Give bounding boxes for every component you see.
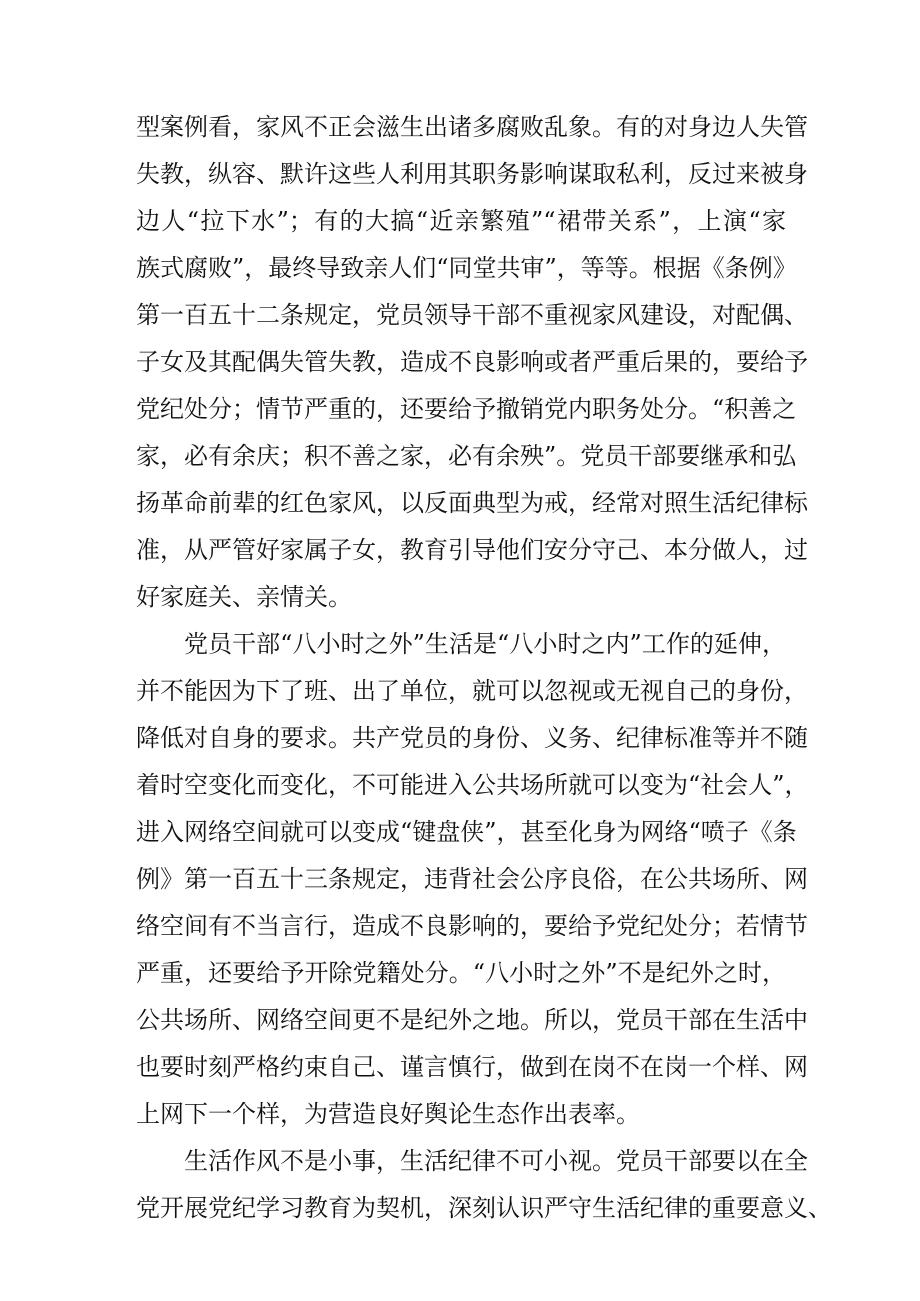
- text-line: 也要时刻严格约束自己、谨言慎行，做到在岗不在岗一个样、网: [136, 1053, 808, 1081]
- text-line: 好家庭关、亲情关。: [136, 583, 352, 611]
- text-line: 着时空变化而变化，不可能进入公共场所就可以变为“社会人”，: [136, 771, 809, 799]
- text-line: 家，必有余庆；积不善之家，必有余殃”。党员干部要继承和弘: [136, 442, 797, 470]
- text-line: 子女及其配偶失管失教，造成不良影响或者严重后果的，要给予: [136, 348, 808, 376]
- text-line: 边人“拉下水”；有的大搞“近亲繁殖”“裙带关系”，上演“家: [136, 207, 786, 235]
- text-line: 严重，还要给予开除党籍处分。“八小时之外”不是纪外之时，: [136, 959, 786, 987]
- text-line: 失教，纵容、默许这些人利用其职务影响谋取私利，反过来被身: [136, 160, 808, 188]
- paragraph-lifestyle-discipline: [136, 1138, 832, 1232]
- text-line: 公共场所、网络空间更不是纪外之地。所以，党员干部在生活中: [136, 1006, 808, 1034]
- paragraph-eight-hours: [136, 621, 809, 1138]
- text-line: 扬革命前辈的红色家风，以反面典型为戒，经常对照生活纪律标: [136, 489, 808, 517]
- text-line: 例》第一百五十三条规定，违背社会公序良俗，在公共场所、网: [136, 865, 808, 893]
- text-line: 党员干部“八小时之外”生活是“八小时之内”工作的延伸，: [184, 630, 786, 658]
- text-line: 进入网络空间就可以变成“键盘侠”，甚至化身为网络“喷子《条: [136, 818, 797, 846]
- text-line: 党纪处分；情节严重的，还要给予撤销党内职务处分。“积善之: [136, 395, 797, 423]
- text-line: 型案例看，家风不正会滋生出诸多腐败乱象。有的对身边人失管: [136, 113, 808, 141]
- text-line: 第一百五十二条规定，党员领导干部不重视家风建设，对配偶、: [136, 301, 808, 329]
- text-line: 族式腐败”，最终导致亲人们“同堂共审”，等等。根据《条例》: [136, 254, 797, 282]
- text-line: 上网下一个样，为营造良好舆论生态作出表率。: [136, 1100, 640, 1128]
- text-line: 降低对自身的要求。共产党员的身份、义务、纪律标准等并不随: [136, 724, 808, 752]
- paragraph-family-style: [136, 104, 808, 621]
- text-line: 准，从严管好家属子女，教育引导他们安分守己、本分做人，过: [136, 536, 808, 564]
- document-body: [136, 104, 832, 1232]
- text-line: 并不能因为下了班、出了单位，就可以忽视或无视自己的身份，: [136, 677, 808, 705]
- text-line: 络空间有不当言行，造成不良影响的，要给予党纪处分；若情节: [136, 912, 808, 940]
- text-line: 生活作风不是小事，生活纪律不可小视。党员干部要以在全: [184, 1147, 808, 1175]
- text-line: 党开展党纪学习教育为契机，深刻认识严守生活纪律的重要意义、: [136, 1194, 832, 1222]
